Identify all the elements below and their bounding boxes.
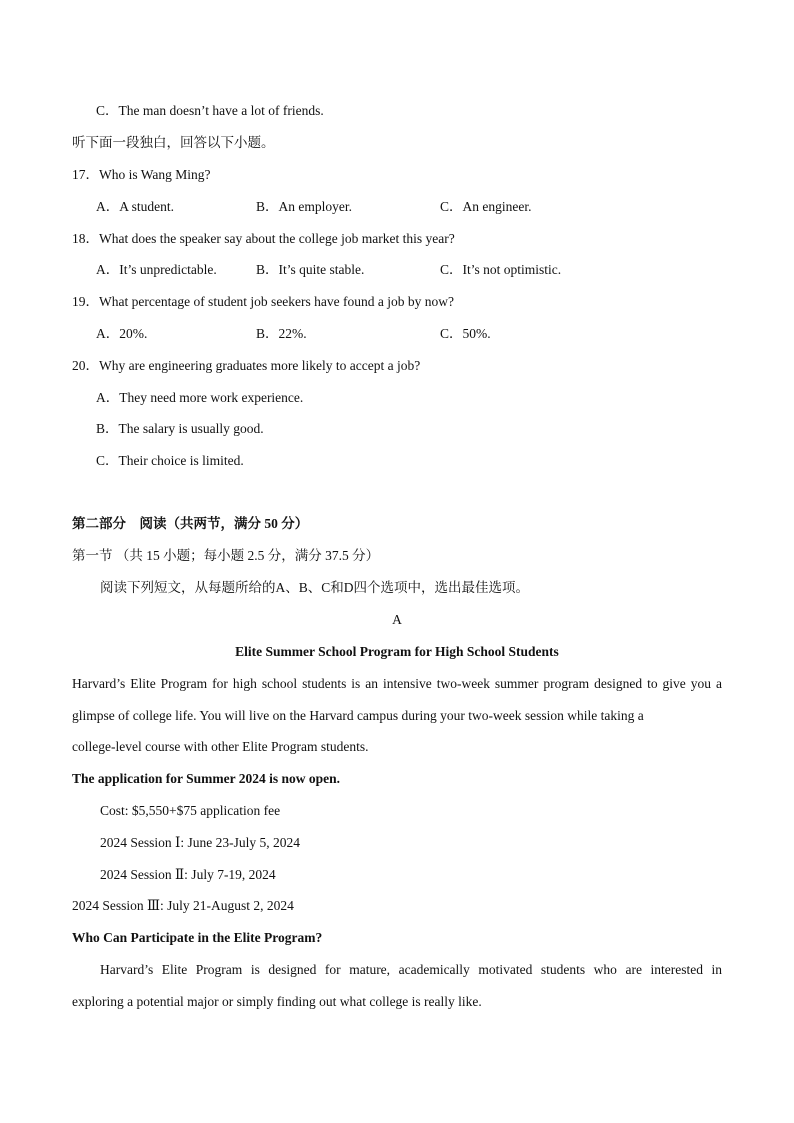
question-20-option-b: B．The salary is usually good. [96,421,264,436]
participate-heading: Who Can Participate in the Elite Program? [72,930,323,945]
question-17-stem: 17．Who is Wang Ming? [72,167,211,182]
question-18-option-c: C．It’s not optimistic. [440,262,562,277]
section1-heading: 第一节 （共 15 小题；每小题 2.5 分，满分 37.5 分） [72,548,380,563]
q16-option-c: C．The man doesn’t have a lot of friends. [96,103,324,118]
question-18-option-b: B．It’s quite stable. [256,262,365,277]
monologue-instruction: 听下面一段独白，回答以下小题。 [72,135,275,150]
passage-intro-line-3: college-level course with other Elite Program students. [72,739,369,754]
passage-intro-line-1: Harvard’s Elite Program for high school students is an intensive two-week summer program designed to give you a [72,676,722,691]
question-19-option-c: C．50%. [440,326,491,341]
passage-letter: A [392,612,402,627]
passage-intro-line-2: glimpse of college life. You will live on the Harvard campus during your two-week session while taking a [72,708,644,723]
question-17-option-b: B．An employer. [256,199,352,214]
participate-line-2: exploring a potential major or simply finding out what college is really like. [72,994,482,1009]
question-20-option-c: C．Their choice is limited. [96,453,244,468]
part2-heading: 第二部分 阅读（共两节，满分 50 分） [72,516,309,531]
session-2-line: 2024 Session Ⅱ: July 7-19, 2024 [100,867,276,882]
session-3-line: 2024 Session Ⅲ: July 21-August 2, 2024 [72,898,294,913]
participate-line-1: Harvard’s Elite Program is designed for mature, academically motivated students who are interested in [100,962,722,977]
question-20-option-a: A．They need more work experience. [96,390,304,405]
application-heading: The application for Summer 2024 is now open. [72,771,341,786]
question-17-option-a: A．A student. [96,199,175,214]
question-17-option-c: C．An engineer. [440,199,532,214]
question-19-stem: 19．What percentage of student job seekers have found a job by now? [72,294,455,309]
reading-instruction: 阅读下列短文，从每题所给的A、B、C和D四个选项中，选出最佳选项。 [100,580,530,595]
question-18-stem: 18．What does the speaker say about the college job market this year? [72,231,455,246]
question-19-option-b: B．22%. [256,326,307,341]
question-19-option-a: A．20%. [96,326,148,341]
session-1-line: 2024 Session Ⅰ: June 23-July 5, 2024 [100,835,300,850]
question-20-stem: 20．Why are engineering graduates more likely to accept a job? [72,358,421,373]
question-18-option-a: A．It’s unpredictable. [96,262,217,277]
cost-line: Cost: $5,550+$75 application fee [100,803,281,818]
passage-title: Elite Summer School Program for High School Students [235,644,559,659]
